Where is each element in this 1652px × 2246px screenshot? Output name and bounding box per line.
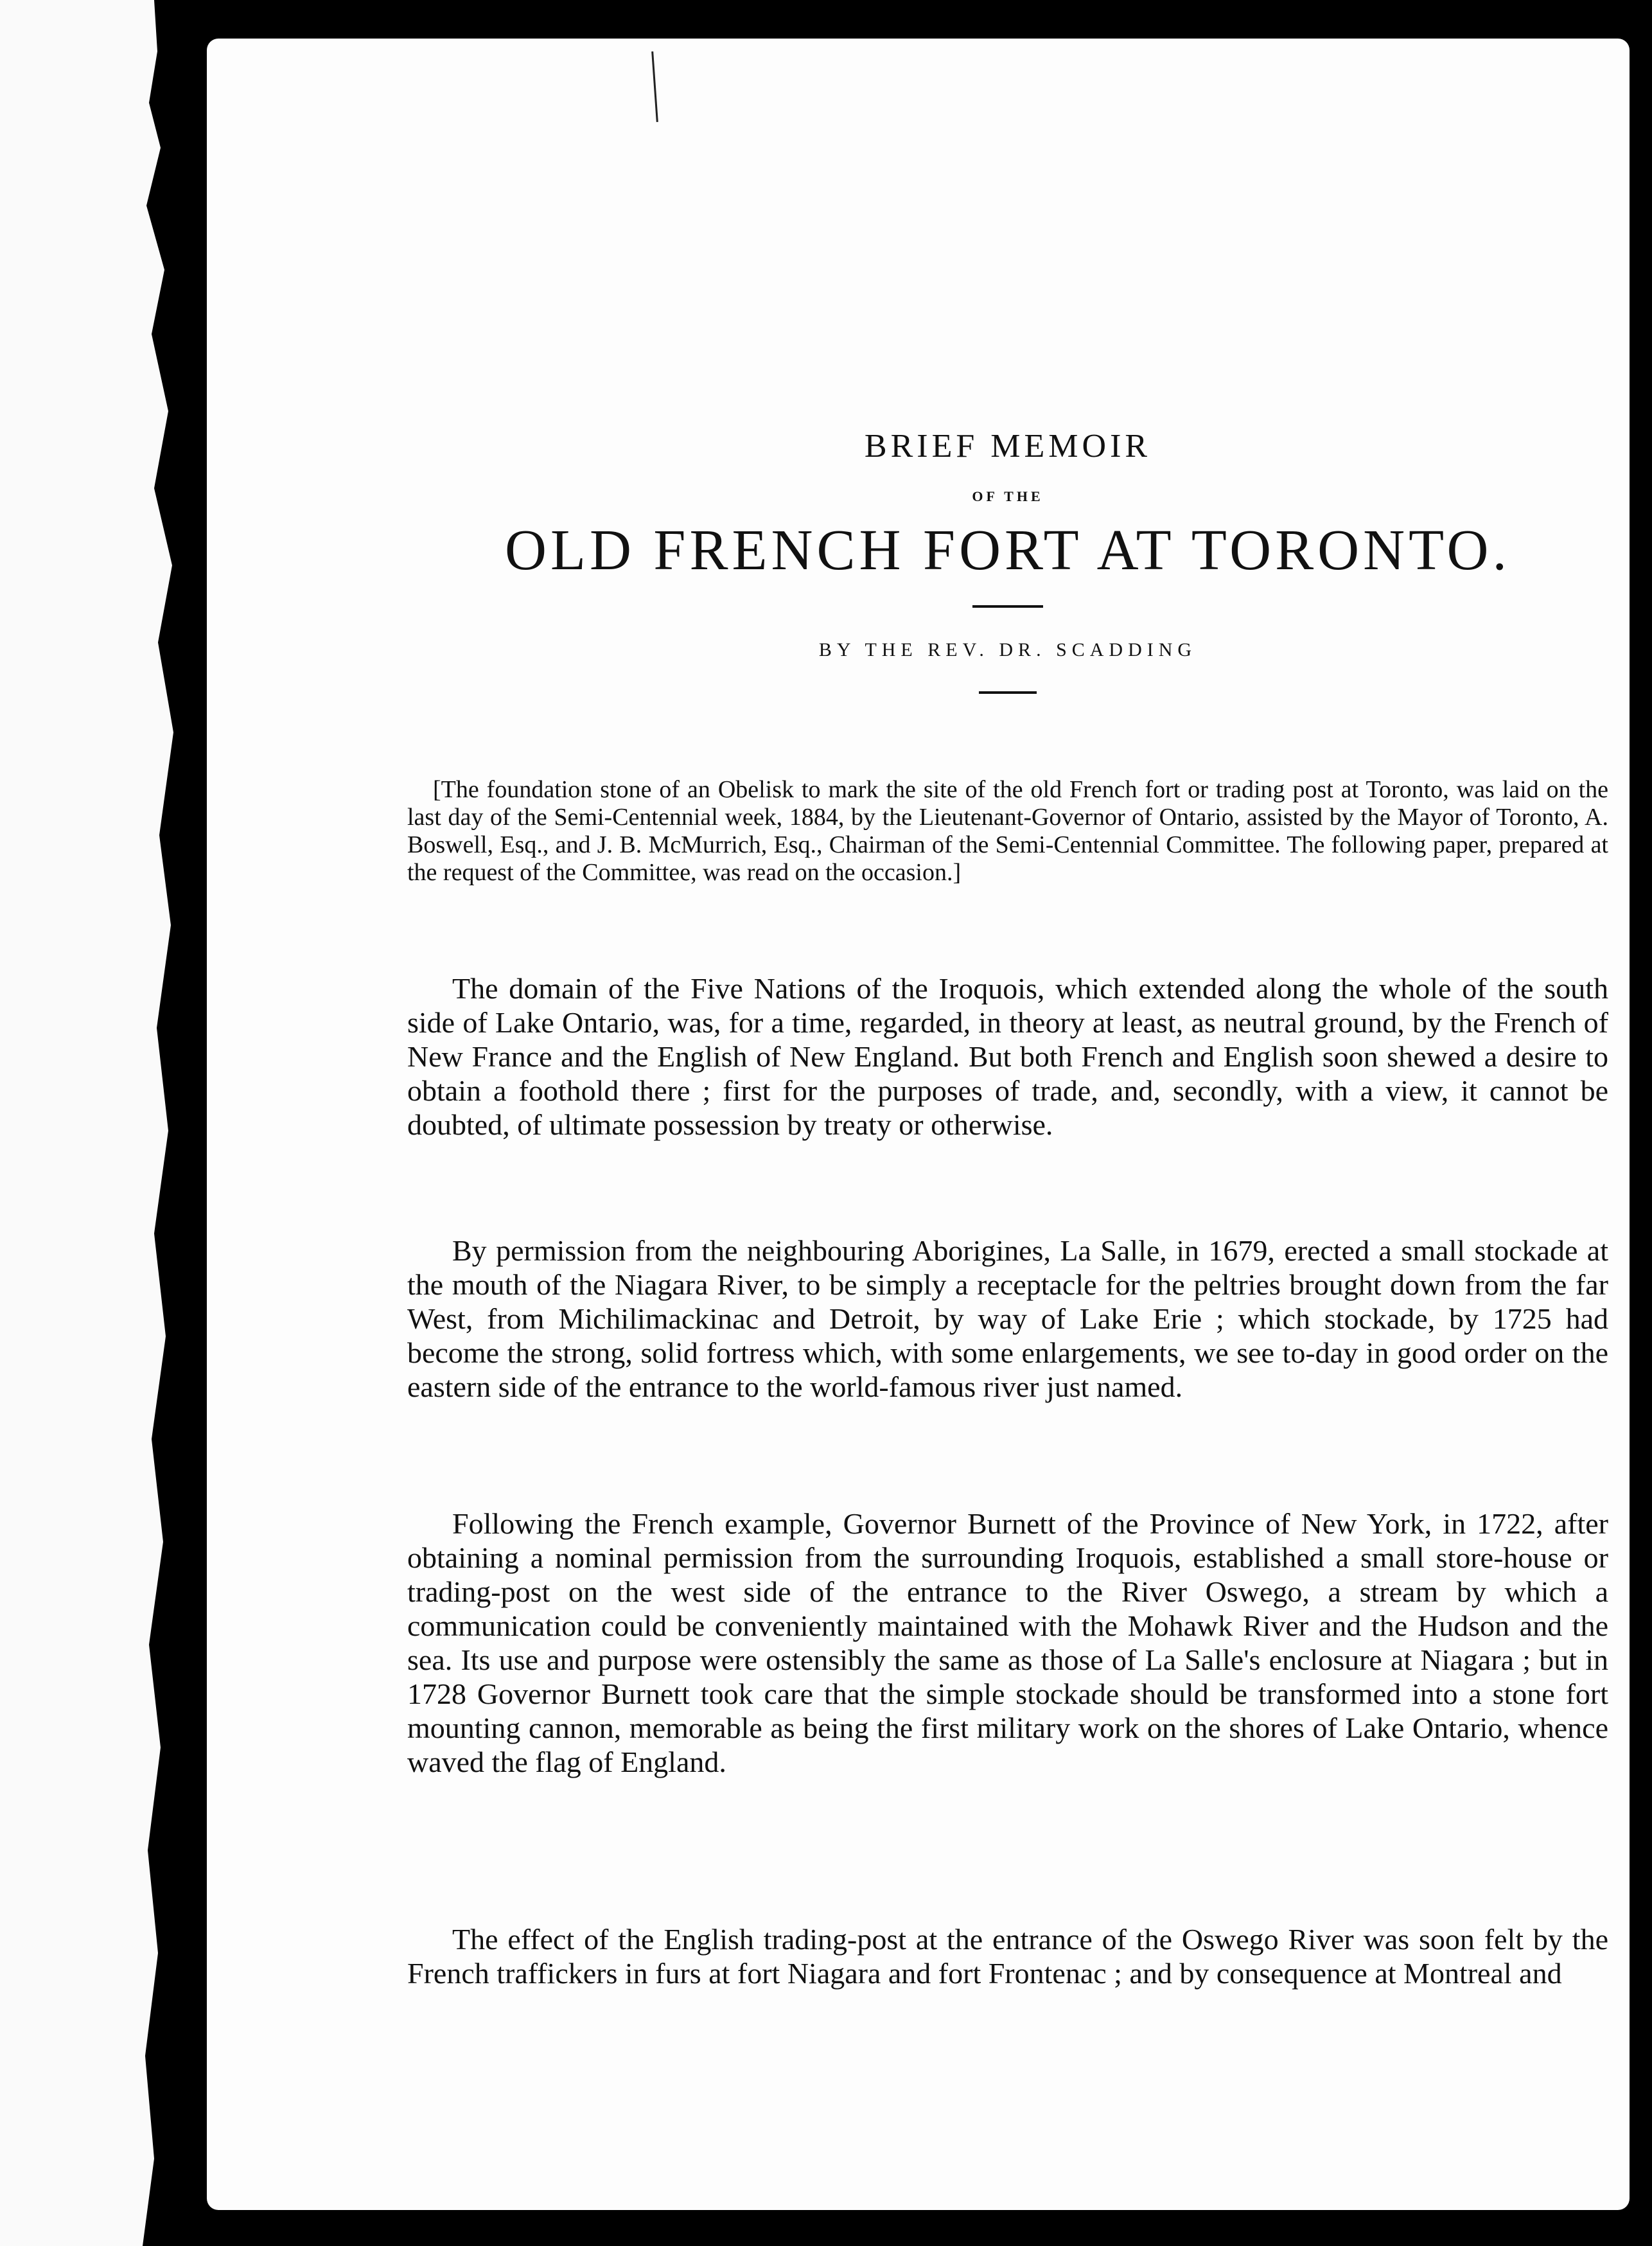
byline-divider [979, 691, 1037, 694]
paragraph-3: Following the French example, Governor Burnett of the Province of New York, in 1722, after obtaining a nominal permission from the surrounding Iroquois, established a small store-house or trading-post on the west side of the entrance to the River Oswego, a stream by which a communication could be conveniently maintained with the Mohawk River and the Hudson and the sea. Its use and purpose were ostensibly the same as those of La Salle's enclosure at Niagara ; but in 1728 Governor Burnett took care that the simple stockade should be transformed into a stone fort mounting cannon, memorable as being the first military work on the shores of Lake Ontario, whence waved the flag of England. [407, 1507, 1608, 1778]
scan-mark [651, 51, 658, 122]
editorial-note: [The foundation stone of an Obelisk to mark the site of the old French fort or trading post at Toronto, was laid on the last day of the Semi-Centennial week, 1884, by the Lieutenant-Governor of Ontario, assisted by the Mayor of Toronto, A. Boswell, Esq., and J. B. McMurrich, Esq., Chairman of the Semi-Centennial Committee. The following paper, prepared at the request of the Committee, was read on the occasion.] [407, 776, 1608, 886]
of-the-label: OF THE [972, 488, 1044, 504]
title-block [407, 424, 1608, 694]
page-title: OLD FRENCH FORT AT TORONTO. [504, 518, 1511, 582]
heading: BRIEF MEMOIR [864, 428, 1152, 464]
page-body [207, 39, 1630, 2210]
previous-page-fragment [0, 0, 173, 2246]
byline: BY THE REV. DR. SCADDING [818, 639, 1197, 660]
paragraph-4: The effect of the English trading-post at the entrance of the Oswego River was soon felt by the French traffickers in furs at fort Niagara and fort Frontenac ; and by consequence at Montreal and [407, 1923, 1608, 1990]
document-page [207, 39, 1630, 2210]
title-divider [972, 605, 1043, 608]
paragraph-2: By permission from the neighbouring Aborigines, La Salle, in 1679, erected a small stockade at the mouth of the Niagara River, to be simply a receptacle for the peltries brought down from the far West, from Michilimackinac and Detroit, by way of Lake Erie ; which stockade, by 1725 had become the strong, solid fortress which, with some enlargements, we see to-day in good order on the eastern side of the entrance to the world-famous river just named. [407, 1234, 1608, 1403]
paragraph-1: The domain of the Five Nations of the Iroquois, which extended along the whole of the south side of Lake Ontario, was, for a time, regarded, in theory at least, as neutral ground, by the French of New France and the English of New England. But both French and English soon shewed a desire to obtain a foothold there ; first for the purposes of trade, and, secondly, with a view, it cannot be doubted, of ultimate possession by treaty or otherwise. [407, 972, 1608, 1141]
